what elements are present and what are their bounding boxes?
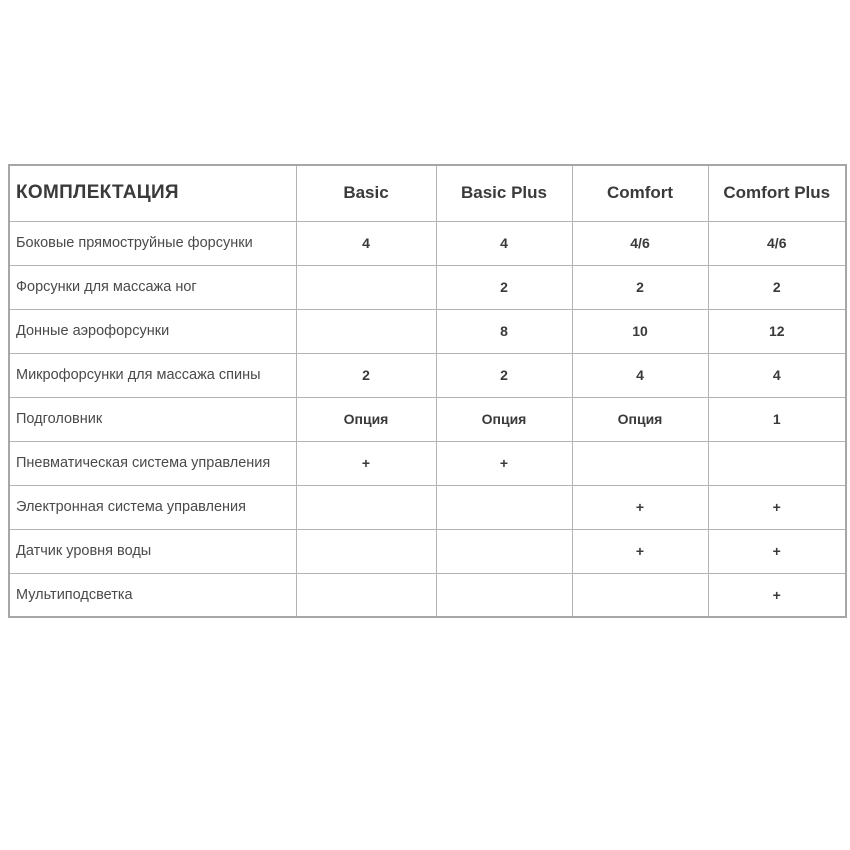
row-label: Донные аэрофорсунки (9, 309, 296, 353)
cell-value (296, 485, 436, 529)
cell-value: 1 (708, 397, 846, 441)
cell-value: + (708, 485, 846, 529)
row-label: Боковые прямоструйные форсунки (9, 221, 296, 265)
cell-value: + (708, 529, 846, 573)
table-row-headrest (9, 397, 846, 441)
cell-value: + (708, 573, 846, 617)
cell-value: 2 (296, 353, 436, 397)
column-header-basic-plus: Basic Plus (436, 165, 572, 221)
table-row-water-level-sensor (9, 529, 846, 573)
table-row-bottom-air-jets (9, 309, 846, 353)
cell-value (572, 441, 708, 485)
table-title: КОМПЛЕКТАЦИЯ (9, 165, 296, 221)
cell-value: + (436, 441, 572, 485)
column-header-comfort: Comfort (572, 165, 708, 221)
cell-value: 10 (572, 309, 708, 353)
table-row-pneumatic-control (9, 441, 846, 485)
cell-value: 12 (708, 309, 846, 353)
table-row-side-jets (9, 221, 846, 265)
cell-value (436, 573, 572, 617)
row-label: Датчик уровня воды (9, 529, 296, 573)
row-label: Подголовник (9, 397, 296, 441)
configuration-table-container (8, 164, 847, 618)
cell-value (708, 441, 846, 485)
configuration-table (8, 164, 847, 618)
cell-value (436, 529, 572, 573)
row-label: Пневматическая система управления (9, 441, 296, 485)
cell-value: 4 (572, 353, 708, 397)
cell-value: 2 (436, 265, 572, 309)
cell-value: 2 (572, 265, 708, 309)
column-header-basic: Basic (296, 165, 436, 221)
cell-value: 4 (436, 221, 572, 265)
cell-value (436, 485, 572, 529)
column-header-comfort-plus: Comfort Plus (708, 165, 846, 221)
cell-value (296, 573, 436, 617)
table-row-multi-backlight (9, 573, 846, 617)
cell-value (296, 265, 436, 309)
cell-value: 8 (436, 309, 572, 353)
cell-value: 4 (296, 221, 436, 265)
cell-value: 2 (436, 353, 572, 397)
cell-value: 4/6 (572, 221, 708, 265)
row-label: Микрофорсунки для массажа спины (9, 353, 296, 397)
cell-value: 4 (708, 353, 846, 397)
row-label: Форсунки для массажа ног (9, 265, 296, 309)
header-row (9, 165, 846, 221)
cell-value: Опция (572, 397, 708, 441)
row-label: Мультиподсветка (9, 573, 296, 617)
cell-value: Опция (296, 397, 436, 441)
cell-value: Опция (436, 397, 572, 441)
table-row-electronic-control (9, 485, 846, 529)
cell-value: + (572, 529, 708, 573)
cell-value (572, 573, 708, 617)
cell-value: 2 (708, 265, 846, 309)
cell-value (296, 309, 436, 353)
cell-value: 4/6 (708, 221, 846, 265)
cell-value: + (296, 441, 436, 485)
table-row-back-micro-jets (9, 353, 846, 397)
cell-value (296, 529, 436, 573)
row-label: Электронная система управления (9, 485, 296, 529)
cell-value: + (572, 485, 708, 529)
table-row-foot-jets (9, 265, 846, 309)
